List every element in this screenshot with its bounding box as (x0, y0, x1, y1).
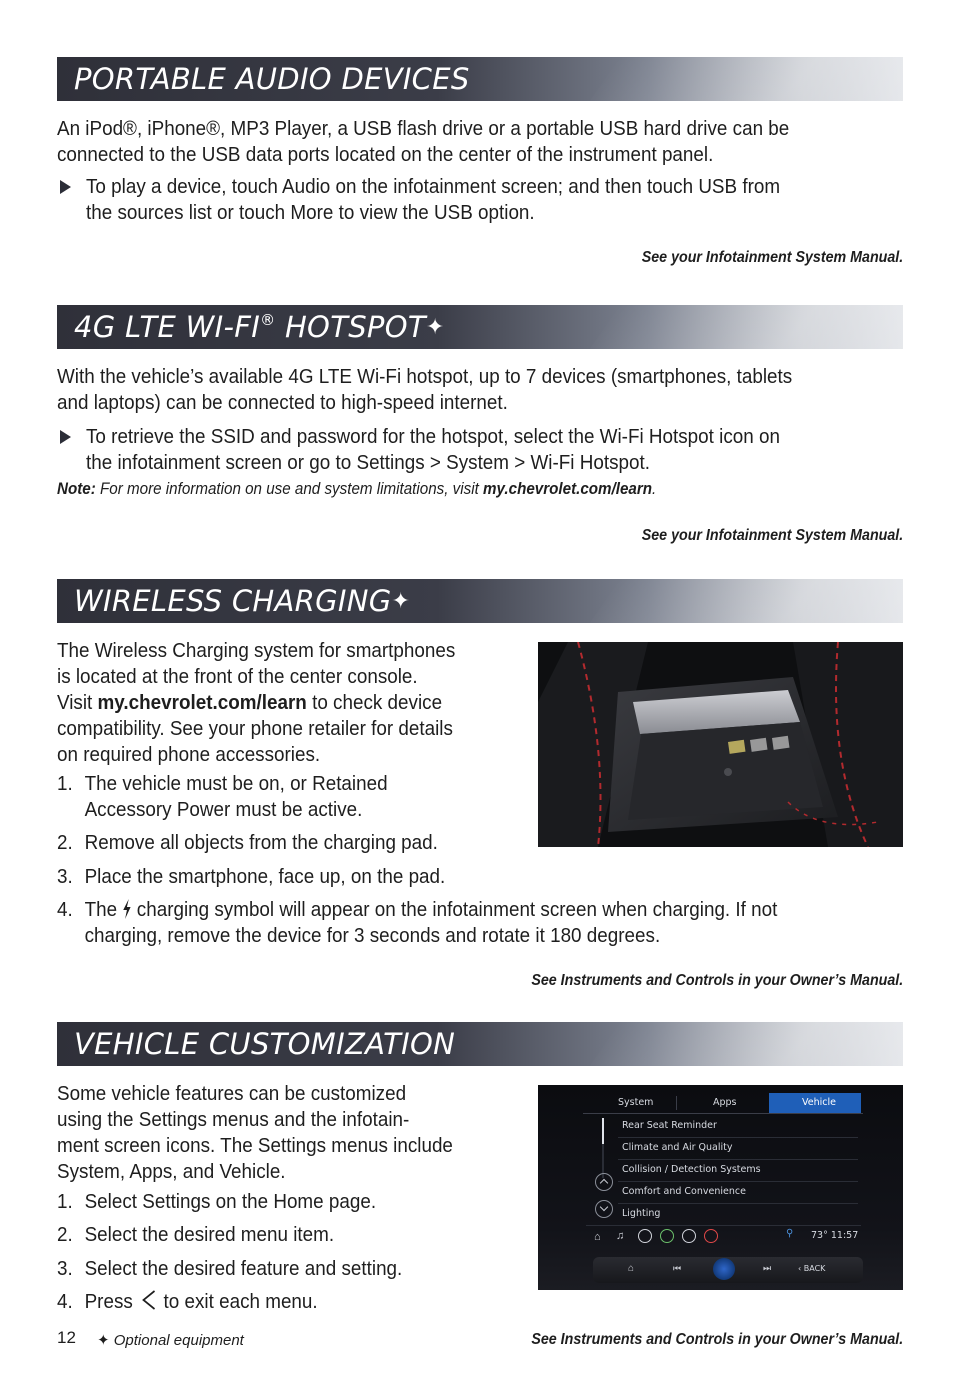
page-number: 12 (57, 1328, 76, 1347)
settings-tab-bar (583, 1093, 863, 1114)
bullet-text: To retrieve the SSID and password for the hotspot, select the Wi-Fi Hotspot icon on the infotainment screen or go to Settings > System > Wi-Fi Hotspot. (86, 425, 780, 474)
bullet-arrow-icon (60, 430, 71, 444)
section-title: PORTABLE AUDIO DEVICES (74, 62, 470, 96)
onstar-icon[interactable] (704, 1229, 718, 1243)
menu-item-rear-seat-reminder[interactable]: Rear Seat Reminder (622, 1120, 717, 1131)
step-3: 3. Select the desired feature and setting. (57, 1257, 403, 1280)
step-4: 4. The charging symbol will appear on the infotainment screen when charging. If not charging, remove the device for 3 seconds and rotate it 180 degrees. (57, 898, 778, 947)
menu-item-comfort[interactable]: Comfort and Convenience (622, 1186, 746, 1197)
phone-icon[interactable] (638, 1229, 652, 1243)
section-header-portable-audio (57, 57, 903, 101)
app-icon[interactable] (682, 1229, 696, 1243)
scrollbar-track[interactable] (602, 1118, 604, 1178)
section-header-hotspot (57, 305, 903, 349)
section-title: VEHICLE CUSTOMIZATION (74, 1027, 456, 1061)
section-title: 4G LTE WI-FI® HOTSPOT✦ (74, 310, 445, 344)
paragraph: Some vehicle features can be customized using the Settings menus and the infotain- ment screen icons. The Settings menus include System, Apps, and Vehicle. (57, 1082, 453, 1183)
back-button[interactable]: ‹ BACK (798, 1264, 826, 1273)
bullet-arrow-icon (60, 180, 71, 194)
menu-item-climate[interactable]: Climate and Air Quality (622, 1142, 733, 1153)
nav-icon[interactable] (660, 1229, 674, 1243)
manual-reference: See your Infotainment System Manual. (641, 527, 903, 544)
console-illustration (538, 642, 903, 847)
optional-equipment-icon: ✦ (391, 589, 411, 614)
manual-reference: See your Infotainment System Manual. (641, 249, 903, 266)
power-volume-knob[interactable] (713, 1258, 735, 1280)
hardware-button-bar (593, 1257, 863, 1283)
status-temp-time: 73° 11:57 (811, 1230, 859, 1241)
app-tray (586, 1225, 861, 1248)
audio-icon[interactable]: ♫ (616, 1230, 625, 1242)
section-title: WIRELESS CHARGING✦ (74, 584, 411, 618)
learn-link[interactable]: my.chevrolet.com/learn (483, 480, 653, 498)
optional-equipment-legend: ✦ Optional equipment (97, 1332, 244, 1349)
manual-reference: See Instruments and Controls in your Owner’s Manual. (531, 1331, 903, 1348)
bullet-text: To play a device, touch Audio on the infotainment screen; and then touch USB from the sources list or touch More to view the USB option. (86, 175, 781, 224)
wireless-charging-pad-image (538, 642, 903, 847)
paragraph: An iPod®, iPhone®, MP3 Player, a USB flash drive or a portable USB hard drive can be connected to the USB data ports located on the center of the instrument panel. (57, 117, 790, 166)
optional-equipment-icon: ✦ (425, 315, 445, 340)
home-button-icon[interactable]: ⌂ (628, 1263, 635, 1274)
seek-back-icon[interactable]: ⏮ (673, 1263, 682, 1273)
paragraph: The Wireless Charging system for smartphones is located at the front of the center console. Visit my.chevrolet.com/learn to check device compatibility. See your phone retailer for details on required phone accessories. (57, 639, 456, 766)
step-4: 4. Press to exit each menu. (57, 1290, 318, 1313)
charging-bolt-icon (122, 899, 131, 919)
settings-screen-image (538, 1085, 903, 1290)
tab-apps[interactable]: Apps (713, 1097, 737, 1108)
tab-system[interactable]: System (618, 1097, 654, 1108)
scroll-down-button[interactable] (595, 1200, 613, 1218)
learn-link[interactable]: my.chevrolet.com/learn (97, 691, 307, 714)
step-2: 2. Remove all objects from the charging pad. (57, 831, 438, 854)
paragraph: With the vehicle’s available 4G LTE Wi-Fi hotspot, up to 7 devices (smartphones, tablets and laptops) can be connected to high-speed internet. (57, 365, 793, 414)
home-icon[interactable]: ⌂ (594, 1231, 601, 1243)
manual-reference: See Instruments and Controls in your Owner’s Manual. (531, 972, 903, 989)
section-header-vehicle-customization (57, 1022, 903, 1066)
menu-item-collision[interactable]: Collision / Detection Systems (622, 1164, 761, 1175)
note: Note: For more information on use and system limitations, visit my.chevrolet.com/learn. (57, 480, 657, 498)
step-1: 1. Select Settings on the Home page. (57, 1190, 377, 1213)
section-header-wireless-charging (57, 579, 903, 623)
tab-vehicle[interactable]: Vehicle (802, 1097, 836, 1108)
menu-item-lighting[interactable]: Lighting (622, 1208, 661, 1219)
seek-forward-icon[interactable]: ⏭ (763, 1263, 772, 1273)
location-pin-icon: ⚲ (786, 1228, 794, 1239)
step-3: 3. Place the smartphone, face up, on the pad. (57, 865, 446, 888)
back-chevron-icon (138, 1289, 158, 1311)
scroll-up-button[interactable] (595, 1173, 613, 1191)
step-1: 1. The vehicle must be on, or Retained Accessory Power must be active. (57, 772, 388, 821)
optional-equipment-icon: ✦ (97, 1332, 110, 1349)
step-2: 2. Select the desired menu item. (57, 1223, 335, 1246)
scrollbar-thumb[interactable] (602, 1118, 604, 1144)
